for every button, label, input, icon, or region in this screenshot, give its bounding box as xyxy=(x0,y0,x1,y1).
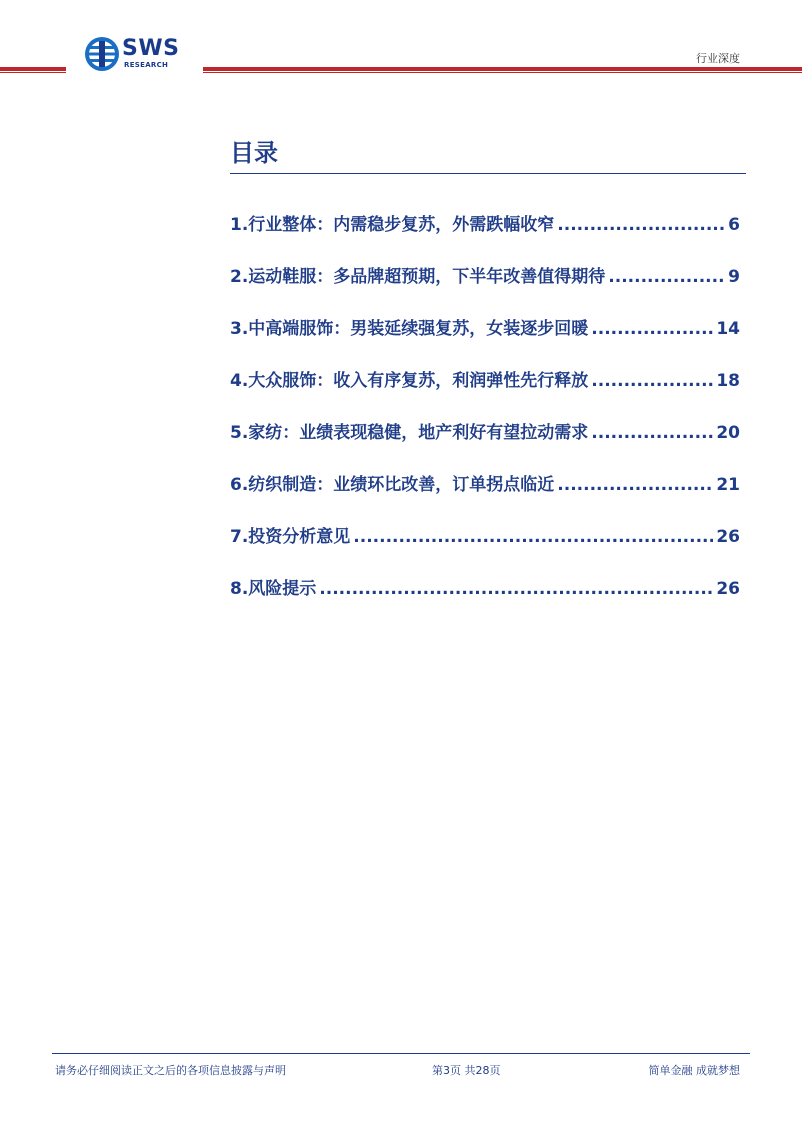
sws-logo-icon xyxy=(84,36,120,72)
toc-entry-number: 8. xyxy=(230,579,249,599)
toc-entry-number: 2. xyxy=(230,267,249,287)
sws-logo xyxy=(84,36,188,76)
toc-entry-page: 14 xyxy=(716,319,740,339)
toc-leader-dots xyxy=(557,471,713,499)
toc-entry-number: 5. xyxy=(230,423,249,443)
toc-entry-title: 家纺：业绩表现稳健，地产利好有望拉动需求 xyxy=(248,423,589,443)
logo-subtext: RESEARCH xyxy=(124,61,169,69)
toc-entry[interactable] xyxy=(230,471,740,523)
toc-entry-number: 3. xyxy=(230,319,249,339)
toc-leader-dots xyxy=(591,419,713,447)
toc-entry-title: 中高端服饰：男装延续强复苏，女装逐步回暖 xyxy=(248,319,589,339)
toc-entry[interactable] xyxy=(230,575,740,627)
toc-entry-number: 4. xyxy=(230,371,249,391)
toc-leader-dots xyxy=(319,575,713,603)
footer-page-info: 第3页 共28页 xyxy=(432,1064,501,1077)
toc-entry-title: 纺织制造：业绩环比改善，订单拐点临近 xyxy=(248,475,555,495)
toc-entry-page: 6 xyxy=(728,215,740,235)
footer-disclaimer: 请务必仔细阅读正文之后的各项信息披露与声明 xyxy=(55,1064,286,1077)
toc-leader-dots xyxy=(591,367,713,395)
toc-entry-title: 运动鞋服：多品牌超预期，下半年改善值得期待 xyxy=(248,267,606,287)
footer-slogan: 简单金融 成就梦想 xyxy=(648,1064,740,1077)
toc-entry-page: 18 xyxy=(716,371,740,391)
toc-leader-dots xyxy=(591,315,713,343)
toc-entry-page: 20 xyxy=(716,423,740,443)
toc-entry-title: 投资分析意见 xyxy=(248,527,351,547)
toc-entry-page: 26 xyxy=(716,579,740,599)
toc-entry[interactable] xyxy=(230,211,740,263)
toc-entry-title: 行业整体：内需稳步复苏，外需跌幅收窄 xyxy=(248,215,555,235)
footer-rule xyxy=(52,1053,750,1054)
toc-entry-page: 21 xyxy=(716,475,740,495)
toc-entry[interactable] xyxy=(230,419,740,471)
toc-title-rule xyxy=(230,173,746,174)
toc-title: 目录 xyxy=(230,139,278,167)
report-type-label: 行业深度 xyxy=(696,52,740,65)
toc-entry-number: 1. xyxy=(230,215,249,235)
header-rule-right xyxy=(203,67,802,73)
toc-entry-number: 6. xyxy=(230,475,249,495)
toc-entry-number: 7. xyxy=(230,527,249,547)
toc-entry[interactable] xyxy=(230,263,740,315)
logo-text: SWS xyxy=(122,36,180,61)
toc-entry-title: 风险提示 xyxy=(248,579,317,599)
toc-leader-dots xyxy=(353,523,713,551)
toc-entry-page: 9 xyxy=(728,267,740,287)
toc-leader-dots xyxy=(608,263,725,291)
header-rule-left xyxy=(0,67,66,73)
toc-entry[interactable] xyxy=(230,315,740,367)
toc-list xyxy=(230,211,740,627)
toc-entry-page: 26 xyxy=(716,527,740,547)
toc-entry-title: 大众服饰：收入有序复苏，利润弹性先行释放 xyxy=(248,371,589,391)
toc-leader-dots xyxy=(557,211,725,239)
toc-entry[interactable] xyxy=(230,523,740,575)
toc-entry[interactable] xyxy=(230,367,740,419)
